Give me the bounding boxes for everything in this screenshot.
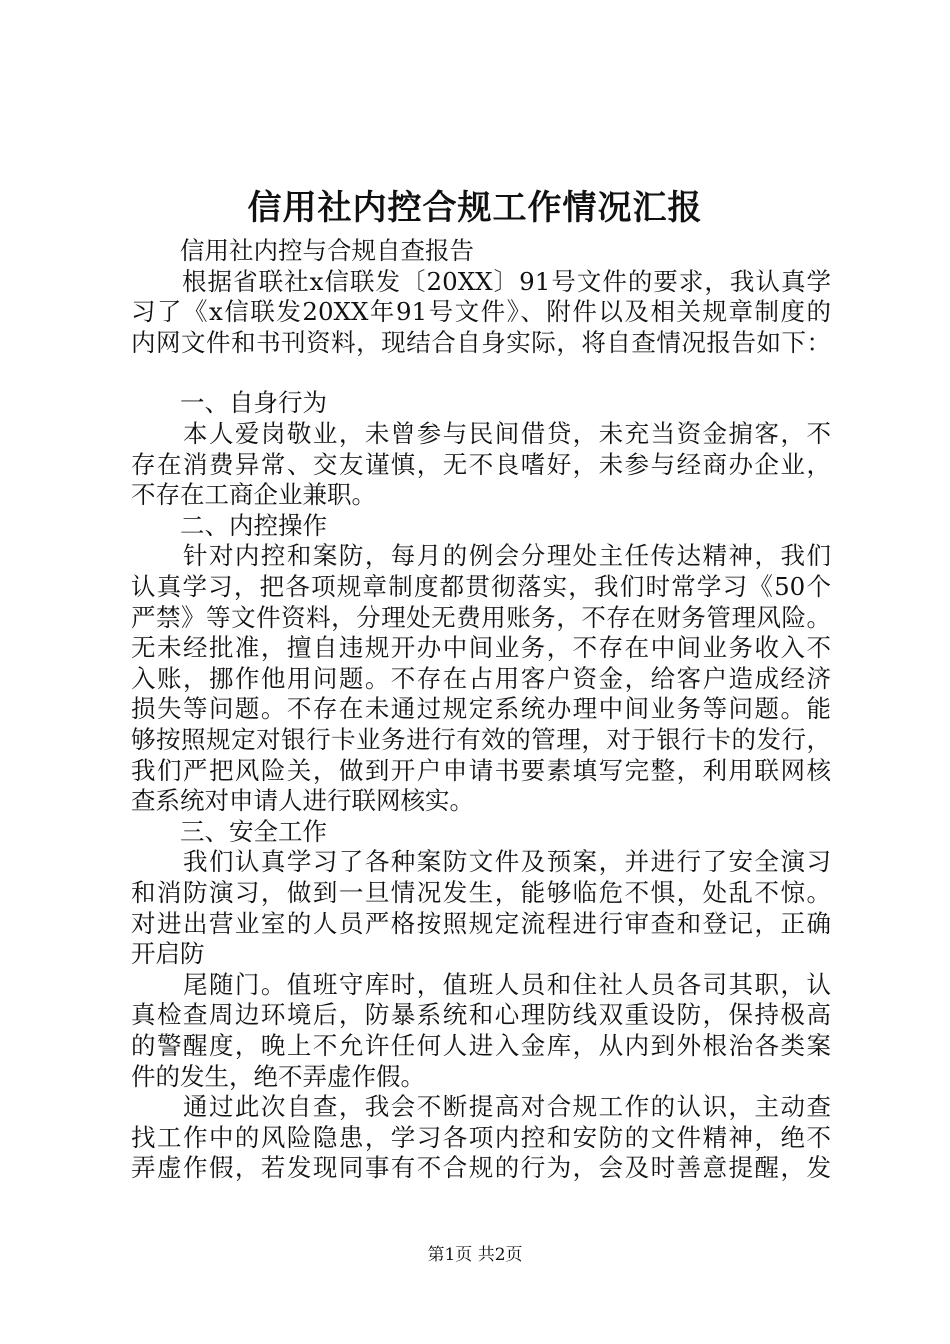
body-line: 找工作中的风险隐患，学习各项内控和安防的文件精神，绝不 (131, 1123, 831, 1152)
body-line: 通过此次自查，我会不断提高对合规工作的认识，主动查 (131, 1092, 831, 1121)
body-line: 和消防演习，做到一旦情况发生，能够临危不惧，处乱不惊。 (131, 878, 831, 907)
body-line: 不存在工商企业兼职。 (131, 480, 376, 509)
body-line: 一、自身行为 (131, 388, 327, 417)
body-line: 内网文件和书刊资料，现结合自身实际，将自查情况报告如下： (131, 328, 831, 357)
body-line: 弄虚作假，若发现同事有不合规的行为，会及时善意提醒，发 (131, 1153, 831, 1182)
body-line: 本人爱岗敬业，未曾参与民间借贷，未充当资金掮客，不 (131, 419, 831, 448)
body-line: 开启防 (131, 939, 205, 968)
body-line: 尾随门。值班守库时，值班人员和住社人员各司其职，认 (131, 970, 831, 999)
body-line: 针对内控和案防，每月的例会分理处主任传达精神，我们 (131, 541, 831, 570)
body-line: 习了《x信联发20XX年91号文件》、附件以及相关规章制度的 (131, 297, 831, 326)
body-line: 损失等问题。不存在未通过规定系统办理中间业务等问题。能 (131, 694, 831, 723)
body-line: 的警醒度，晚上不允许任何人进入金库，从内到外根治各类案 (131, 1031, 831, 1060)
body-line: 查系统对申请人进行联网核实。 (131, 786, 474, 815)
body-line: 信用社内控与合规自查报告 (131, 236, 474, 265)
body-line: 对进出营业室的人员严格按照规定流程进行审查和登记，正确 (131, 909, 831, 938)
body-line: 件的发生，绝不弄虚作假。 (131, 1062, 425, 1091)
body-line: 真检查周边环境后，防暴系统和心理防线双重设防，保持极高 (131, 1000, 831, 1029)
body-line: 认真学习，把各项规章制度都贯彻落实，我们时常学习《50个 (131, 572, 831, 601)
document-title: 信用社内控合规工作情况汇报 (247, 188, 703, 228)
body-line: 入账，挪作他用问题。不存在占用客户资金，给客户造成经济 (131, 664, 831, 693)
body-line: 三、安全工作 (131, 817, 327, 846)
body-line: 够按照规定对银行卡业务进行有效的管理，对于银行卡的发行， (131, 725, 831, 754)
page-footer: 第1页 共2页 (427, 1245, 523, 1265)
body-line: 存在消费异常、交友谨慎，无不良嗜好，未参与经商办企业， (131, 450, 831, 479)
body-line: 根据省联社x信联发〔20XX〕91号文件的要求，我认真学 (131, 267, 831, 296)
body-line: 严禁》等文件资料，分理处无费用账务，不存在财务管理风险。 (131, 603, 831, 632)
body-line: 二、内控操作 (131, 511, 327, 540)
body-line: 我们严把风险关，做到开户申请书要素填写完整，利用联网核 (131, 756, 831, 785)
body-line: 无未经批准，擅自违规开办中间业务，不存在中间业务收入不 (131, 633, 831, 662)
body-line: 我们认真学习了各种案防文件及预案，并进行了安全演习 (131, 847, 831, 876)
